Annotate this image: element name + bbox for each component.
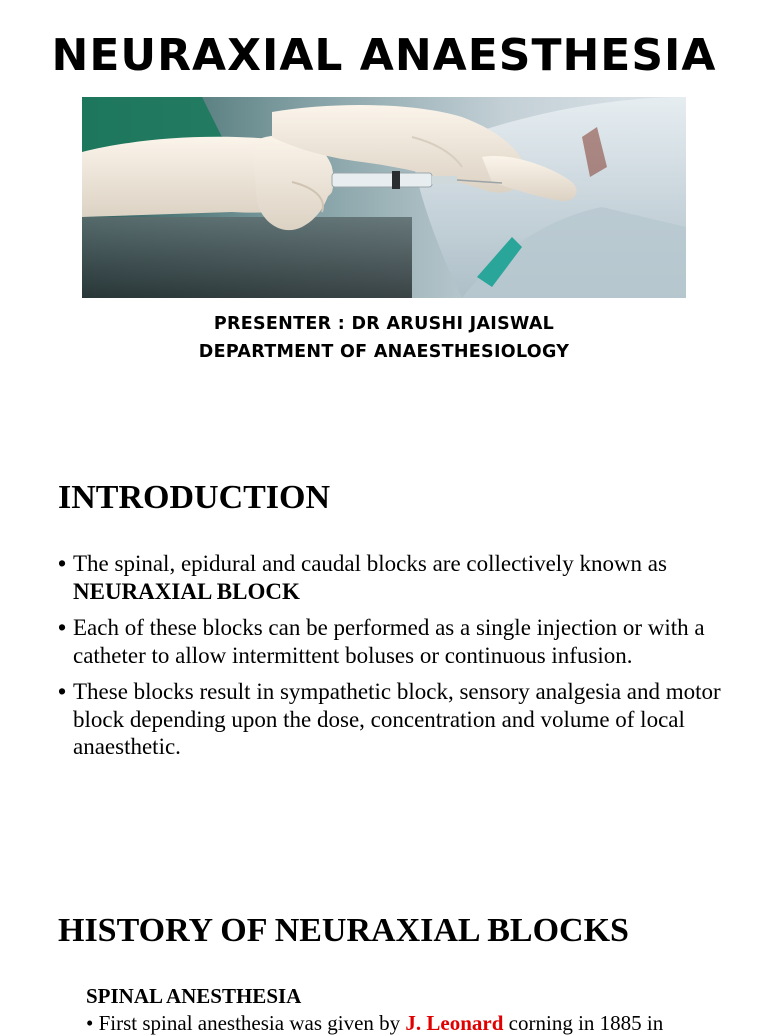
spinal-anesthesia-subheading: SPINAL ANESTHESIA [86, 984, 302, 1008]
bullet-text: The spinal, epidural and caudal blocks are collectively known as [73, 551, 667, 576]
bullet-glyph: • [86, 1011, 94, 1035]
list-item [58, 678, 728, 761]
syringe-injection-photo [82, 97, 686, 298]
bullet-text: Each of these blocks can be performed as a single injection or with a catheter to allow intermittent boluses or continuous infusion. [73, 615, 705, 668]
bullet-bold-text: NEURAXIAL BLOCK [73, 578, 300, 604]
presenter-department: DEPARTMENT OF ANAESTHESIOLOGY [198, 342, 570, 362]
list-item [58, 550, 728, 605]
presenter-name: PRESENTER : DR ARUSHI JAISWAL [213, 314, 555, 334]
introduction-heading: INTRODUCTION [58, 479, 331, 516]
history-highlight-name: J. Leonard [405, 1011, 504, 1035]
bullet-glyph: • [58, 614, 67, 640]
bullet-glyph: • [58, 550, 67, 576]
slide-title: NEURAXIAL ANAESTHESIA [51, 30, 717, 81]
presenter-info [0, 310, 768, 366]
bullet-text: These blocks result in sympathetic block, sensory analgesia and motor block depending upon the dose, concentration and volume of local anaesthetic. [73, 679, 721, 759]
list-item [58, 614, 728, 669]
introduction-bullet-list [58, 550, 728, 770]
bullet-glyph: • [58, 678, 67, 704]
history-first-line [86, 1010, 746, 1036]
history-line-start: First spinal anesthesia was given by [98, 1011, 406, 1035]
history-line-end: corning in 1885 in [503, 1011, 664, 1035]
history-heading: HISTORY OF NEURAXIAL BLOCKS [58, 912, 629, 949]
